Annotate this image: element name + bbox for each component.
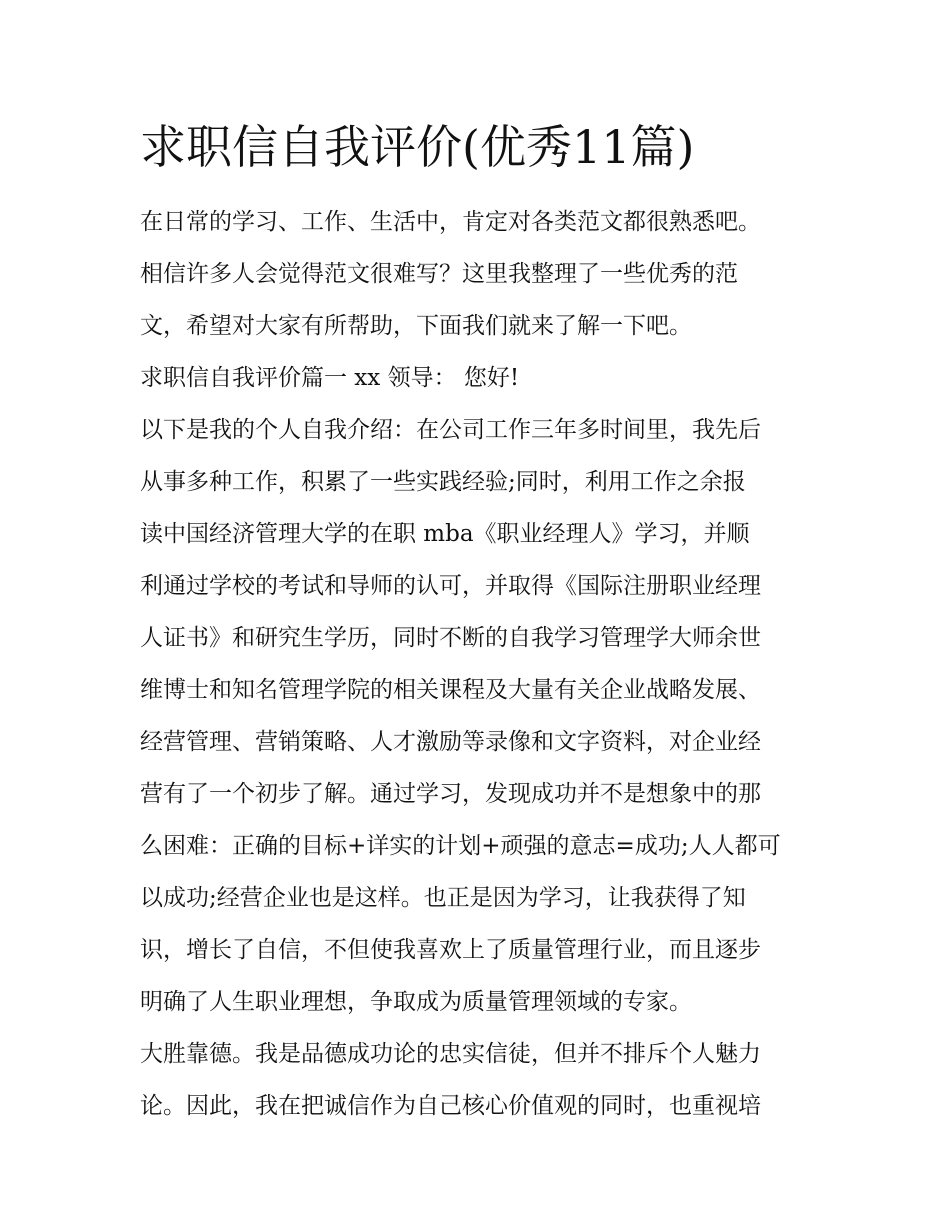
- body-line: 营有了一个初步了解。通过学习，发现成功并不是想象中的那: [140, 781, 761, 807]
- body-line: 论。因此，我在把诚信作为自己核心价值观的同时，也重视培: [140, 1093, 761, 1119]
- body-line: 经营管理、营销策略、人才激励等录像和文字资料，对企业经: [140, 729, 761, 755]
- body-line: 么困难：正确的目标+详实的计划+顽强的意志=成功;人人都可: [140, 833, 781, 859]
- body-line: 明确了人生职业理想，争取成为质量管理领域的专家。: [140, 989, 692, 1015]
- body-line: 以成功;经营企业也是这样。也正是因为学习，让我获得了知: [140, 885, 746, 911]
- body-line: 大胜靠德。我是品德成功论的忠实信徒，但并不排斥个人魅力: [140, 1041, 761, 1067]
- body-line: 识，增长了自信，不但使我喜欢上了质量管理行业，而且逐步: [140, 937, 761, 963]
- body-line: 求职信自我评价篇一 xx 领导： 您好!: [140, 365, 520, 391]
- document-body: [140, 196, 820, 1132]
- body-line: 维博士和知名管理学院的相关课程及大量有关企业战略发展、: [140, 677, 761, 703]
- document-title: 求职信自我评价(优秀11篇): [140, 120, 695, 174]
- body-line: 读中国经济管理大学的在职 mba《职业经理人》学习，并顺: [140, 521, 750, 547]
- body-line: 从事多种工作，积累了一些实践经验;同时，利用工作之余报: [140, 469, 746, 495]
- body-line: 以下是我的个人自我介绍：在公司工作三年多时间里，我先后: [140, 417, 761, 443]
- body-line: 相信许多人会觉得范文很难写？这里我整理了一些优秀的范: [140, 261, 738, 287]
- body-line: 利通过学校的考试和导师的认可，并取得《国际注册职业经理: [140, 573, 761, 599]
- body-line: 人证书》和研究生学历，同时不断的自我学习管理学大师余世: [140, 625, 761, 651]
- body-line: 在日常的学习、工作、生活中，肯定对各类范文都很熟悉吧。: [140, 209, 761, 235]
- body-line: 文，希望对大家有所帮助，下面我们就来了解一下吧。: [140, 313, 692, 339]
